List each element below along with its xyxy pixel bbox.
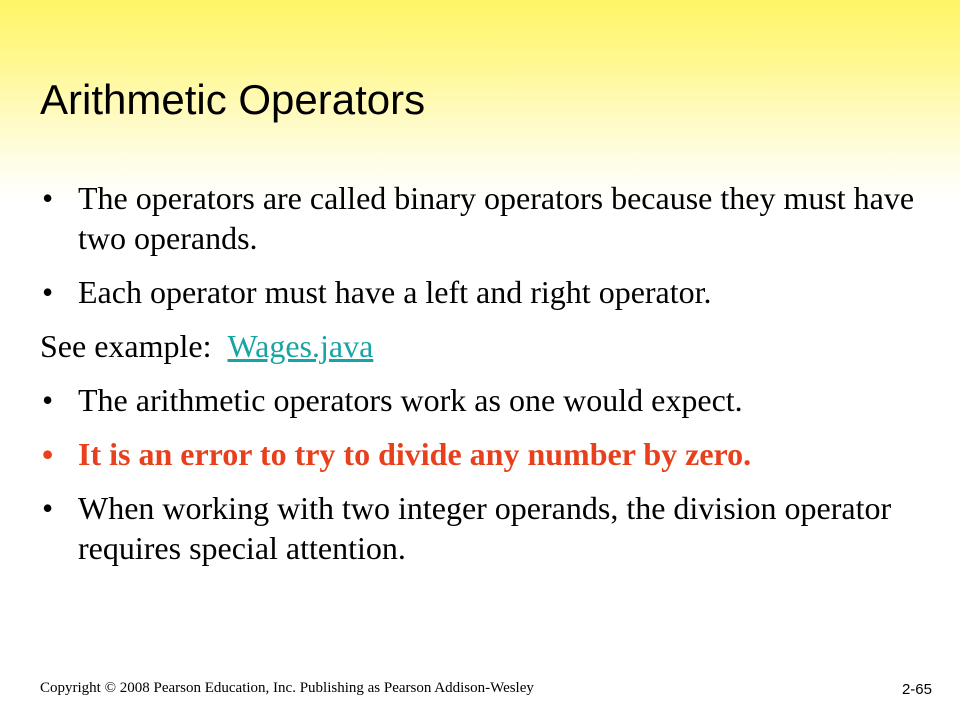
- page-number: 2-65: [901, 681, 932, 698]
- bullet-divide-by-zero-warning: [40, 434, 920, 474]
- bullet-text: It is an error to try to divide any number by zero.: [78, 436, 752, 472]
- bullet-dot: •: [42, 180, 54, 216]
- bullet-text: The arithmetic operators work as one would expect.: [78, 382, 743, 418]
- bullet-integer-division: [40, 488, 920, 568]
- bullet-dot: •: [42, 382, 54, 418]
- bullet-dot: •: [42, 436, 54, 472]
- bullet-arithmetic-expected: [40, 380, 920, 420]
- slide-content: [40, 178, 920, 582]
- bullet-text: The operators are called binary operators because they must have two operands.: [78, 180, 915, 256]
- bullet-text: Each operator must have a left and right operator.: [78, 274, 712, 310]
- slide-title: Arithmetic Operators: [40, 76, 426, 123]
- bullet-dot: •: [42, 490, 54, 526]
- bullet-binary-operators: [40, 178, 920, 258]
- bullet-left-right-operator: [40, 272, 920, 312]
- bullet-text: When working with two integer operands, the division operator requires special attention.: [78, 490, 892, 566]
- wages-java-link[interactable]: Wages.java: [227, 328, 374, 364]
- bullet-dot: •: [42, 274, 54, 310]
- footer-copyright: Copyright © 2008 Pearson Education, Inc. Publishing as Pearson Addison-Wesley: [40, 680, 534, 696]
- example-label: See example:: [40, 328, 212, 364]
- example-line: [40, 326, 920, 366]
